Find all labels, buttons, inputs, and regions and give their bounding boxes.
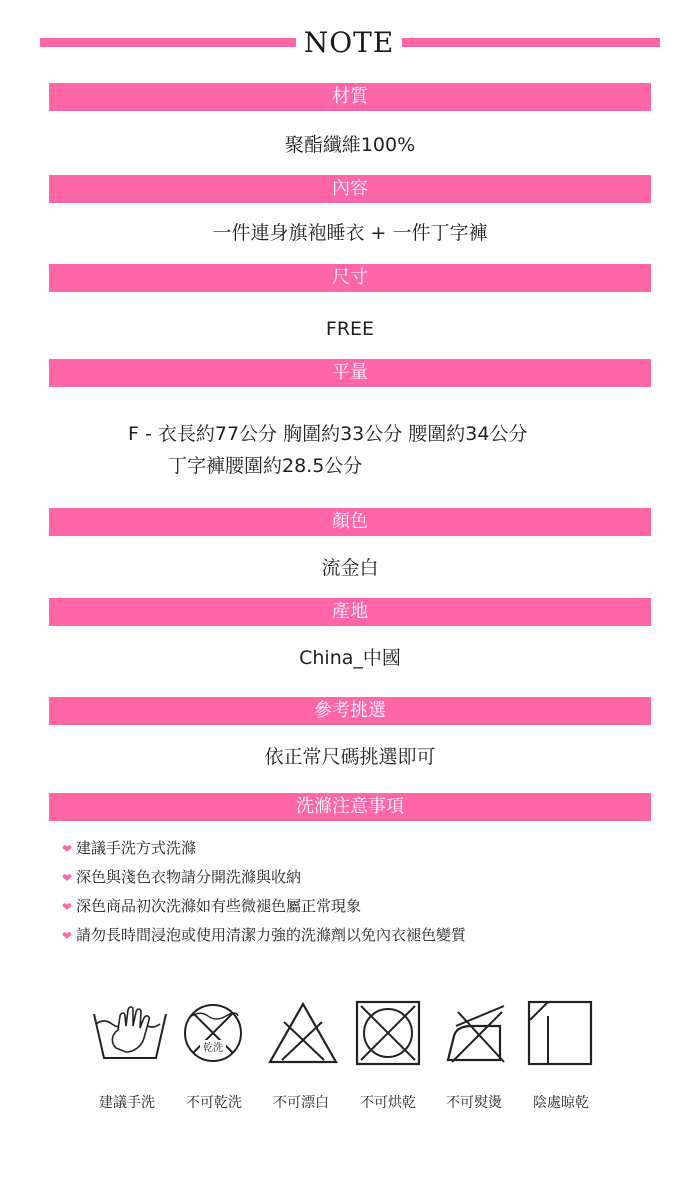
heart-icon: ❤ xyxy=(62,900,73,914)
hand-wash-icon xyxy=(90,998,170,1068)
care-list xyxy=(62,836,466,952)
no-iron-label: 不可熨燙 xyxy=(446,1095,502,1111)
care-item: ❤ 建議手洗方式洗滌 xyxy=(62,836,466,865)
no-tumble-dry-icon xyxy=(354,998,422,1068)
color-bar: 顏色 xyxy=(49,508,651,536)
measure-line-1: F - 衣長約77公分 胸圍約33公分 腰圍約34公分 xyxy=(128,423,528,445)
shade-dry-icon xyxy=(526,998,596,1068)
header-line-right xyxy=(402,38,660,47)
header-line-left xyxy=(40,38,296,47)
material-value: 聚酯纖維100% xyxy=(284,134,416,156)
origin-value: China_中國 xyxy=(299,647,401,669)
heart-icon: ❤ xyxy=(62,842,73,856)
guide-bar: 參考挑選 xyxy=(49,697,651,725)
care-item: ❤ 深色與淺色衣物請分開洗滌與收納 xyxy=(62,865,466,894)
contents-value: 一件連身旗袍睡衣 + 一件丁字褲 xyxy=(212,222,488,244)
note-header xyxy=(40,26,660,60)
care-bar: 洗滌注意事項 xyxy=(49,793,651,821)
no-iron-icon xyxy=(442,998,512,1068)
measure-line-2: 丁字褲腰圍約28.5公分 xyxy=(168,455,363,477)
care-item: ❤ 請勿長時間浸泡或使用清潔力強的洗滌劑以免內衣褪色變質 xyxy=(62,923,466,952)
hand-wash-label: 建議手洗 xyxy=(99,1095,155,1111)
no-tumble-dry-label: 不可烘乾 xyxy=(360,1095,416,1111)
shade-dry-label: 陰處晾乾 xyxy=(533,1095,589,1111)
material-bar: 材質 xyxy=(49,83,651,111)
heart-icon: ❤ xyxy=(62,929,73,943)
color-value: 流金白 xyxy=(321,557,379,579)
guide-value: 依正常尺碼挑選即可 xyxy=(264,746,436,768)
size-bar: 尺寸 xyxy=(49,264,651,292)
no-bleach-label: 不可漂白 xyxy=(273,1095,329,1111)
no-dry-clean-label: 不可乾洗 xyxy=(186,1095,242,1111)
dry-clean-text: 乾洗 xyxy=(203,1043,223,1054)
no-bleach-icon xyxy=(266,998,340,1068)
measure-bar: 平量 xyxy=(49,359,651,387)
size-value: FREE xyxy=(325,318,375,340)
origin-bar: 產地 xyxy=(49,598,651,626)
contents-bar: 內容 xyxy=(49,175,651,203)
no-dry-clean-icon xyxy=(178,998,248,1068)
heart-icon: ❤ xyxy=(62,871,73,885)
care-item: ❤ 深色商品初次洗滌如有些微褪色屬正常現象 xyxy=(62,894,466,923)
note-title: NOTE xyxy=(303,26,395,59)
